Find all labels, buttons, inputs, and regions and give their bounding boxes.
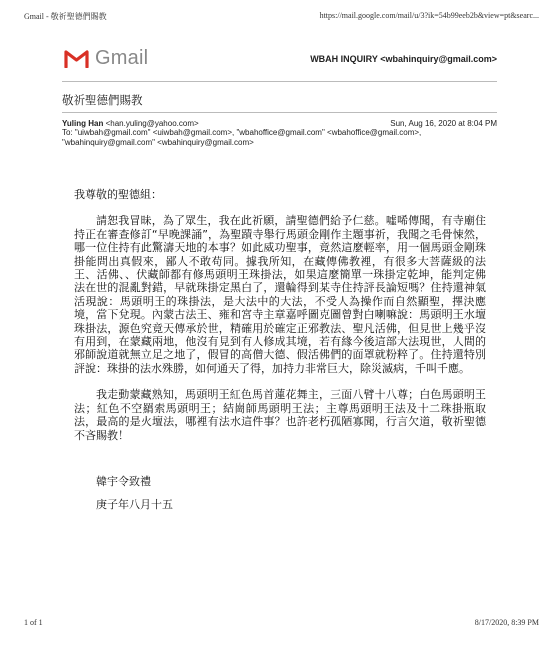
gmail-wordmark: Gmail (95, 47, 149, 69)
print-header-url: https://mail.google.com/mail/u/3?ik=54b99eeb2b&view=pt&searc... (319, 11, 539, 20)
recipients-line-1: To: "uiwbah@gmail.com" <uiwbah@gmail.com>, "wbahoffice@gmail.com" <wbahoffice@gmail.com>, (62, 128, 422, 137)
body-paragraph-2: 我走動蒙藏熟知，馬頭明王紅色馬首蓮花舞主，三面八臂十八尊；白色馬頭明王法；紅色不空羂索馬頭明王；結崗師馬頭明王法；主尊馬頭明王法及十二珠掛瓶取法，最高的是火壇法，哪裡有法水這件事？也許老朽孤陋寡聞，行言欠道，敬祈聖德不吝賜教！ (74, 388, 486, 442)
print-timestamp: 8/17/2020, 8:39 PM (474, 618, 539, 627)
email-subject: 敬祈聖德們賜教 (62, 93, 143, 107)
header-divider (62, 81, 497, 82)
signature: 韓宇令致禮 (96, 474, 151, 488)
subject-divider (62, 112, 497, 113)
email-date: Sun, Aug 16, 2020 at 8:04 PM (390, 119, 497, 128)
signature-date: 庚子年八月十五 (96, 498, 173, 512)
page-number: 1 of 1 (24, 618, 43, 627)
salutation: 我尊敬的聖德組： (74, 188, 162, 201)
print-header-title: Gmail - 敬祈聖德們賜教 (24, 12, 107, 21)
email-body (74, 188, 486, 512)
gmail-m-logo-icon (64, 49, 89, 68)
sender-name: Yuling Han (62, 119, 104, 128)
gmail-logo (64, 47, 148, 70)
sender (62, 119, 199, 128)
recipients-line-2: "wbahinquiry@gmail.com" <wbahinquiry@gmail.com> (62, 138, 254, 147)
account-label: WBAH INQUIRY <wbahinquiry@gmail.com> (310, 54, 497, 64)
body-paragraph-1: 請恕我冒昧，為了眾生，我在此祈願，請聖德們給予仁慈。噓唏傳聞，有寺廟住持正在審查修訂“早晚課誦”，為聖蹟寺舉行馬頭金剛作主題事祈，我聞之毛骨悚然，哪一位住持有此驚濤天地的本事？如此威功聖事，竟然這麼輕率，用一個馬頭金剛珠掛能問出真假來，鄙人不敢苟同。據我所知，在藏傳佛教裡，有很多大菩薩級的法王、活佛、、伏藏師都有修馬頭明王珠掛法，如果這麼簡單一珠掛定乾坤，能判定佛法在世的混亂對錯，早就珠掛定黑白了，還輪得到某寺住持評長論短嗎？住持還神氣活現說：馬頭明王的珠掛法，是大法中的大法，不受人為操作而自然顯聖，擇決應境，當下兌現。內蒙古法王、雍和宮寺主章嘉呼圖克圖曾對白喇嘛說：馬頭明王水壇珠掛法，源色究竟天傳承於世，精確用於確定正邪教法、聖凡活佛，但見世上幾乎沒有用到，在蒙藏兩地，他沒有見到有人修成其境，若有緣今後這部大法現世，人間的邪師說道就無立足之地了，假冒的高僧大德、假活佛們的面罩就粉粹了。住持還特別評說：珠掛的法水殊勝，如何通天了得，加持力非常巨大，除災滅病，千叫千應。 (74, 214, 486, 375)
sender-address: <han.yuling@yahoo.com> (105, 119, 199, 128)
recipients (62, 128, 502, 148)
